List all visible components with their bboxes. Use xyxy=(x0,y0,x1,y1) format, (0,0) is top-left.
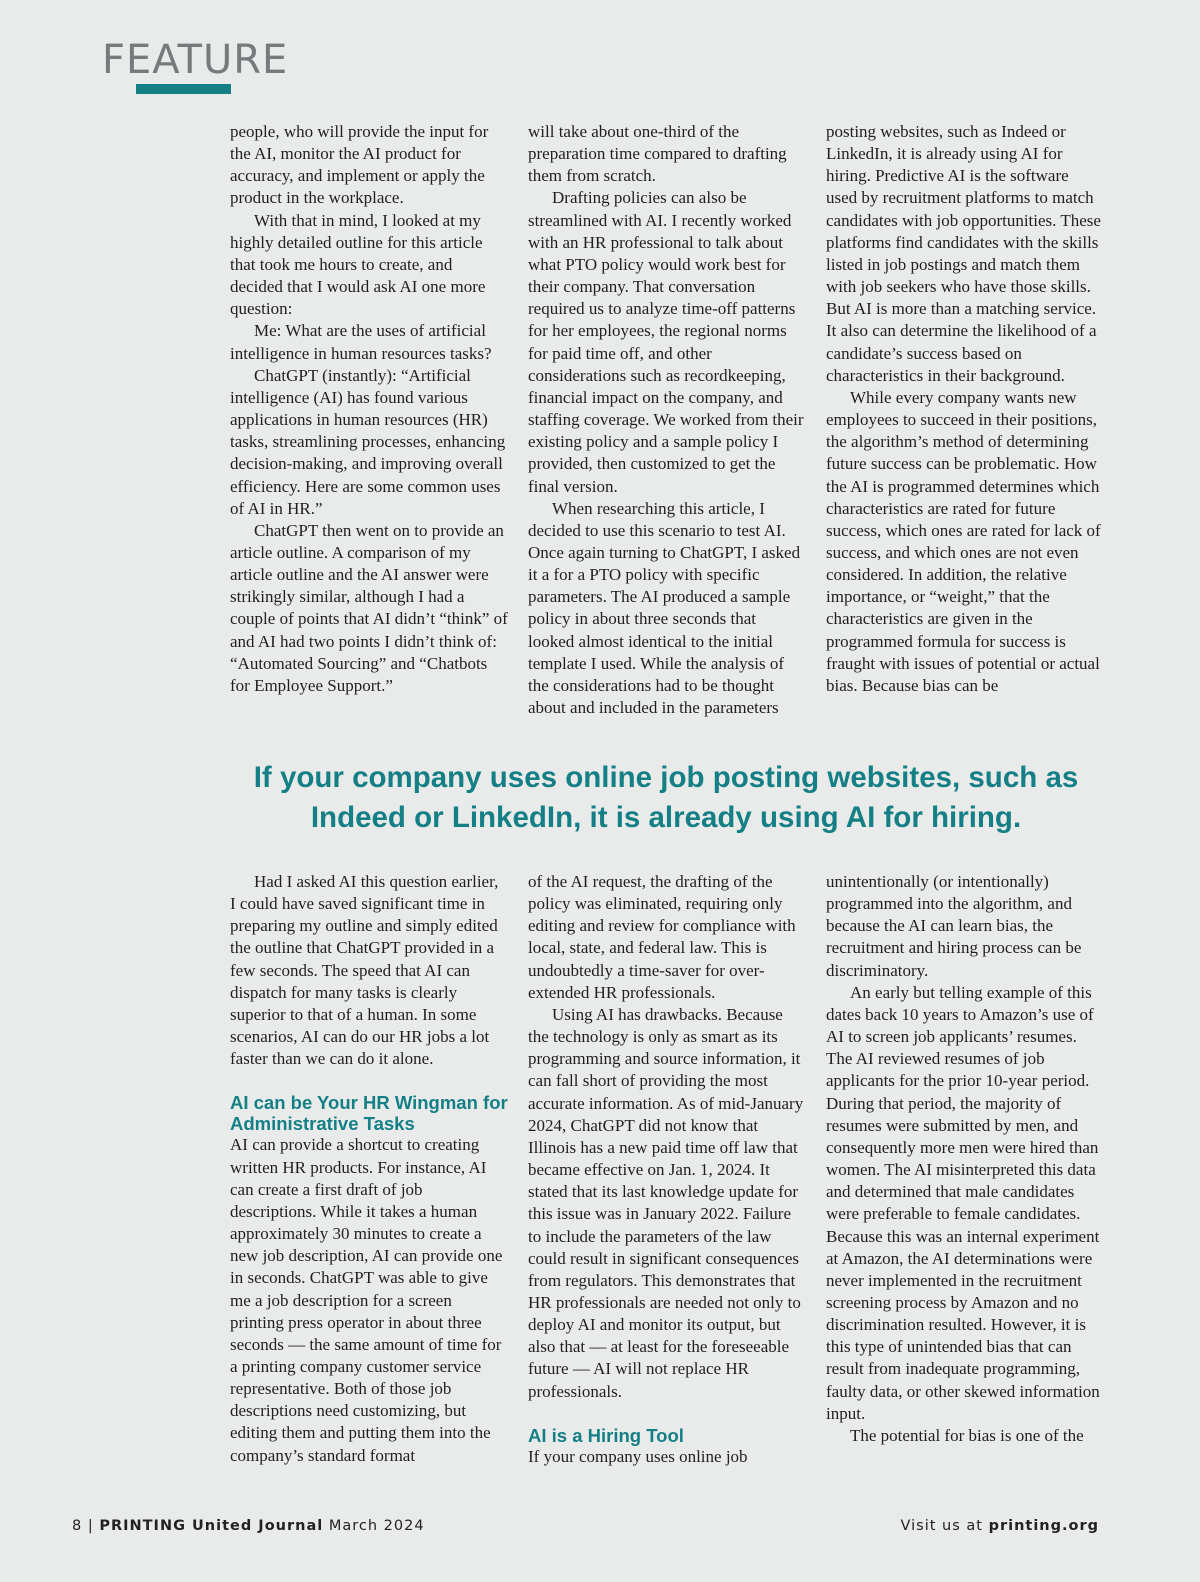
section-label: FEATURE xyxy=(102,37,289,83)
paragraph: AI can provide a shortcut to creating written HR products. For instance, AI can create a first draft of job descriptions. While it takes a human approximately 30 minutes to create a new job description, AI can provide one in seconds. ChatGPT was able to give me a job description for a screen printing press operator in about three seconds — the same amount of time for a printing company customer service representative. Both of those job descriptions need customizing, but editing them and putting them into the company’s standard format xyxy=(230,1135,503,1465)
section-accent-bar xyxy=(136,84,231,94)
paragraph: unintentionally (or intentionally) programmed into the algorithm, and because the AI can learn bias, the recruitment and hiring process can be discriminatory. xyxy=(826,872,1082,980)
paragraph: Me: What are the uses of artificial intelligence in human resources tasks? xyxy=(230,321,492,363)
paragraph: posting websites, such as Indeed or LinkedIn, it is already using AI for hiring. Predictive AI is the software used by recruitment platforms to match candidates with job opportunities. These platforms find candidates with the skills listed in job postings and match them with job seekers who have those skills. But AI is more than a matching service. It also can determine the likelihood of a candidate’s success based on characteristics in their background. xyxy=(826,122,1101,385)
paragraph: Drafting policies can also be streamlined with AI. I recently worked with an HR professional to talk about what PTO policy would work best for their company. That conversation required us to analyze time-off patterns for her employees, the regional norms for paid time off, and other considerations such as recordkeeping, financial impact on the company, and staffing coverage. We worked from their existing policy and a sample policy I provided, then customized to get the final version. xyxy=(528,188,804,496)
subheading-hiring-tool: AI is a Hiring Tool xyxy=(528,1424,684,1446)
publication-name: PRINTING United Journal xyxy=(99,1518,324,1534)
footer-left xyxy=(72,1518,425,1534)
lower-column-3 xyxy=(826,871,1104,1447)
lower-column-1 xyxy=(230,871,508,1467)
footer-separator: | xyxy=(87,1518,94,1534)
subheading-hr-wingman: AI can be Your HR Wingman for Administrative Tasks xyxy=(230,1092,508,1135)
paragraph: When researching this article, I decided to use this scenario to test AI. Once again turning to ChatGPT, I asked it a for a PTO policy with specific parameters. The AI produced a sample policy in about three seconds that looked almost identical to the initial template I used. While the analysis of the considerations had to be thought about and included in the parameters xyxy=(528,498,801,718)
visit-text: Visit us at xyxy=(900,1518,983,1534)
paragraph: Using AI has drawbacks. Because the technology is only as smart as its programming and source information, it can fall short of providing the most accurate information. As of mid-January 2024, ChatGPT did not know that Illinois has a new paid time off law that became effective on Jan. 1, 2024. It stated that its last knowledge update for this issue was in January 2022. Failure to include the parameters of the law could result in significant consequences from regulators. This demonstrates that HR professionals are needed not only to deploy AI and monitor its output, but also that — at least for the foreseeable future — AI will not replace HR professionals. xyxy=(528,1004,804,1401)
pull-quote: If your company uses online job posting websites, such as Indeed or LinkedIn, it is already using AI for hiring. xyxy=(253,761,1079,834)
paragraph: ChatGPT then went on to provide an article outline. A comparison of my article outline and the AI answer were strikingly similar, although I had a couple of points that AI didn’t “think” of and AI had two points I didn’t think of: “Automated Sourcing” and “Chatbots for Employee Support.” xyxy=(230,520,508,695)
paragraph: ChatGPT (instantly): “Artificial intelligence (AI) has found various applications in human resources (HR) tasks, streamlining processes, enhancing decision-making, and improving overall efficiency. Here are some common uses of AI in HR.” xyxy=(230,365,506,518)
paragraph: With that in mind, I looked at my highly detailed outline for this article that took me hours to create, and decided that I would ask AI one more question: xyxy=(230,210,486,319)
paragraph: people, who will provide the input for the AI, monitor the AI product for accuracy, and implement or apply the product in the workplace. xyxy=(230,122,489,208)
footer-right xyxy=(901,1518,1099,1534)
website-link[interactable]: printing.org xyxy=(988,1518,1099,1534)
lower-column-2 xyxy=(528,871,806,1468)
paragraph: If your company uses online job xyxy=(528,1446,748,1466)
issue-date: March 2024 xyxy=(328,1518,425,1534)
page-number: 8 xyxy=(72,1518,83,1534)
paragraph: The potential for bias is one of the xyxy=(850,1425,1084,1445)
paragraph: of the AI request, the drafting of the policy was eliminated, requiring only editing and review for compliance with local, state, and federal law. This is undoubtedly a time-saver for over-extended HR professionals. xyxy=(528,872,796,1002)
paragraph: While every company wants new employees to succeed in their positions, the algorithm’s method of determining future success can be problematic. How the AI is programmed determines which characteristics are rated for future success, which ones are rated for lack of success, and which ones are not even considered. In addition, the relative importance, or “weight,” that the characteristics are given in the programmed formula for success is fraught with issues of potential or actual bias. Because bias can be xyxy=(826,387,1101,695)
paragraph: will take about one-third of the preparation time compared to drafting them from scratch. xyxy=(528,122,787,186)
upper-column-2 xyxy=(528,121,806,719)
paragraph: Had I asked AI this question earlier, I could have saved significant time in preparing my outline and simply edited the outline that ChatGPT provided in a few seconds. The speed that AI can dispatch for many tasks is clearly superior to that of a human. In some scenarios, AI can do our HR jobs a lot faster than we can do it alone. xyxy=(230,872,499,1069)
upper-column-1 xyxy=(230,121,508,697)
upper-column-3 xyxy=(826,121,1104,697)
paragraph: An early but telling example of this dates back 10 years to Amazon’s use of AI to screen job applicants’ resumes. The AI reviewed resumes of job applicants for the prior 10-year period. During that period, the majority of resumes were submitted by men, and consequently more men were hired than women. The AI misinterpreted this data and determined that male candidates were preferable to female candidates. Because this was an internal experiment at Amazon, the AI determinations were never implemented in the recruitment screening process by Amazon and no discrimination resulted. However, it is this type of unintended bias that can result from inadequate programming, faulty data, or other skewed information input. xyxy=(826,982,1100,1423)
